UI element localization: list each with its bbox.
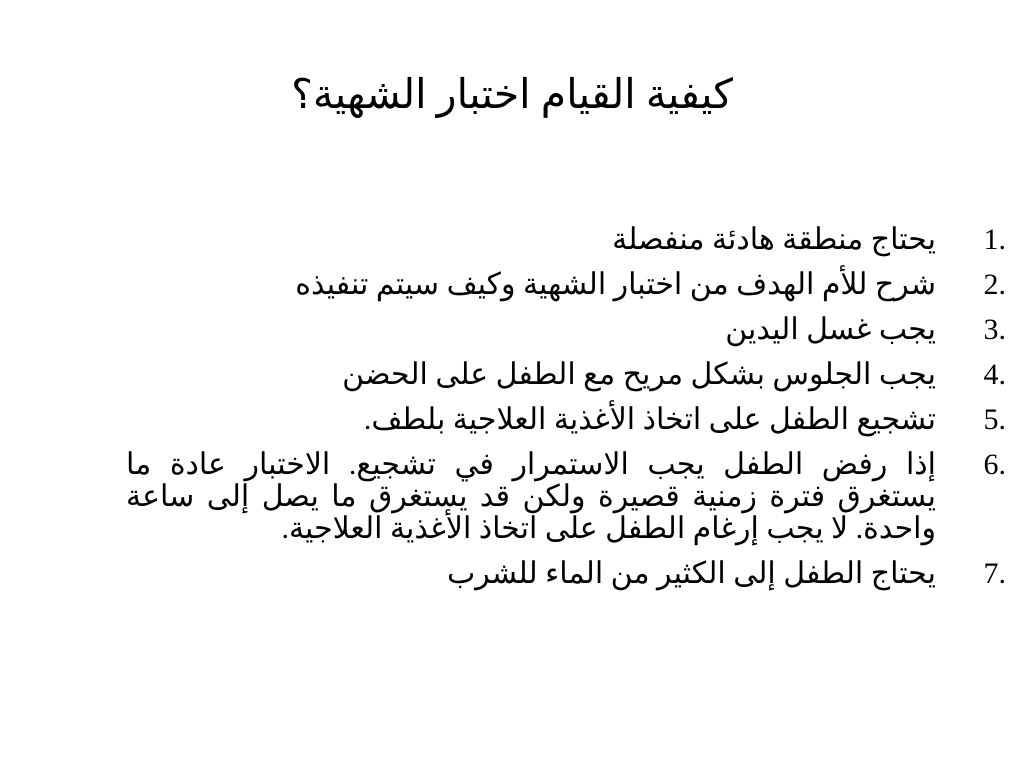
list-item-text: يجب الجلوس بشكل مريح مع الطفل على الحضن [342,358,936,391]
list-item-number: 3. [983,313,1006,346]
list-item-text: إذا رفض الطفل يجب الاستمرار في تشجيع. الاختبار عادة ما يستغرق فترة زمنية قصيرة ولكن قد يستغرق ما يصل إلى ساعة واحدة. لا يجب إرغام الطفل على اتخاذ الأغذية العلاجية. [126,448,936,545]
bullet-list [126,223,1006,603]
list-item-number: 4. [983,358,1006,391]
list-item [126,403,1006,436]
list-item [126,313,1006,346]
list-item [126,268,1006,301]
list-item [126,448,1006,545]
list-item-text: يحتاج منطقة هادئة منفصلة [612,223,936,256]
list-item-number: 5. [983,403,1006,436]
slide-title: كيفية القيام اختبار الشهية؟ [291,71,733,117]
list-item-number: 7. [983,557,1006,590]
list-item-text: تشجيع الطفل على اتخاذ الأغذية العلاجية بلطف. [363,403,936,436]
list-item-number: 1. [983,223,1006,256]
list-item [126,557,1006,590]
list-item-text: يجب غسل اليدين [725,313,936,346]
list-item [126,223,1006,256]
list-item-number: 6. [983,448,1006,481]
list-item-number: 2. [983,268,1006,301]
list-item-text: يحتاج الطفل إلى الكثير من الماء للشرب [446,557,936,590]
list-item [126,358,1006,391]
list-item-text: شرح للأم الهدف من اختبار الشهية وكيف سيتم تنفيذه [295,268,936,301]
